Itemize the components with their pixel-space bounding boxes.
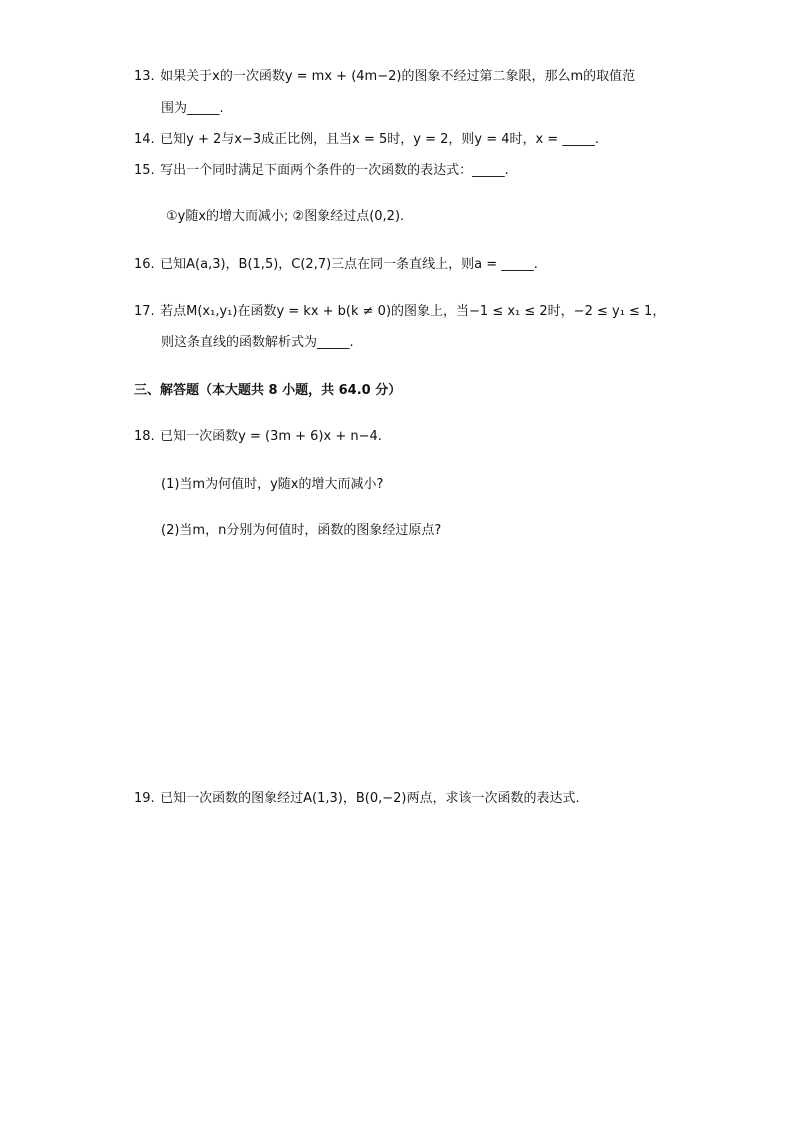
question-17 — [134, 303, 665, 321]
question-16 — [134, 256, 538, 274]
question-text: 则这条直线的函数解析式为_____. — [161, 335, 354, 350]
question-number: 14. — [134, 132, 155, 147]
question-17-continued — [161, 334, 354, 352]
question-text: 已知一次函数y = (3m + 6)x + n−4. — [160, 429, 382, 444]
question-number: 17. — [134, 304, 155, 319]
question-number: 15. — [134, 163, 155, 178]
section-heading — [134, 382, 401, 400]
question-15 — [134, 162, 509, 180]
question-18-part-2 — [161, 522, 441, 540]
question-text: 写出一个同时满足下面两个条件的一次函数的表达式：_____. — [160, 163, 509, 178]
question-13 — [134, 68, 635, 86]
question-text: 若点M(x₁,y₁)在函数y = kx + b(k ≠ 0)的图象上，当−1 ≤ x₁ ≤ 2时，−2 ≤ y₁ ≤ 1， — [160, 304, 666, 319]
question-text: 已知一次函数的图象经过A(1,3)，B(0,−2)两点，求该一次函数的表达式. — [160, 791, 580, 806]
question-14 — [134, 131, 599, 149]
section-title: 三、解答题（本大题共 8 小题，共 64.0 分） — [134, 383, 402, 398]
question-text: 如果关于x的一次函数y = mx + (4m−2)的图象不经过第二象限，那么m的取值范 — [160, 69, 636, 84]
question-text: 围为_____. — [161, 101, 224, 116]
question-18 — [134, 428, 382, 446]
question-number: 16. — [134, 257, 155, 272]
question-text: 已知A(a,3)，B(1,5)，C(2,7)三点在同一条直线上，则a = _____. — [160, 257, 538, 272]
question-19 — [134, 790, 580, 808]
question-number: 13. — [134, 69, 155, 84]
question-number: 18. — [134, 429, 155, 444]
question-text: 已知y + 2与x−3成正比例，且当x = 5时，y = 2，则y = 4时，x = _____. — [160, 132, 599, 147]
question-13-continued — [161, 100, 224, 118]
question-number: 19. — [134, 791, 155, 806]
sub-question-text: (1)当m为何值时，y随x的增大而减小? — [161, 477, 384, 492]
sub-question-text: (2)当m，n分别为何值时，函数的图象经过原点? — [161, 523, 442, 538]
conditions-text: ①y随x的增大而减小; ②图象经过点(0,2). — [166, 209, 405, 224]
question-18-part-1 — [161, 476, 383, 494]
question-15-conditions — [166, 208, 404, 226]
